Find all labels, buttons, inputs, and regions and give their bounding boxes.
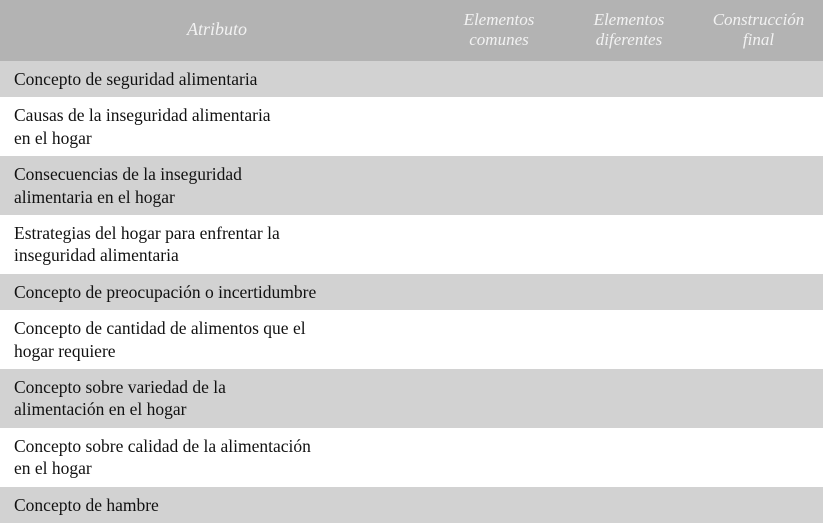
- cell-construccion-final: [694, 487, 823, 523]
- table-row: [0, 61, 823, 97]
- cell-elementos-diferentes: [564, 215, 694, 274]
- table-row: [0, 487, 823, 523]
- cell-construccion-final: [694, 428, 823, 487]
- cell-attribute: [0, 487, 434, 523]
- cell-attribute: [0, 156, 434, 215]
- column-header-elementos-diferentes: [564, 0, 694, 61]
- column-header-construccion-final-line-2: final: [742, 29, 775, 49]
- cell-elementos-comunes: [434, 310, 564, 369]
- table-row: [0, 428, 823, 487]
- column-header-elementos-comunes-line-2: comunes: [469, 29, 529, 49]
- cell-attribute-line-1: Concepto de hambre: [14, 494, 159, 515]
- cell-elementos-comunes: [434, 274, 564, 310]
- cell-attribute: [0, 274, 434, 310]
- cell-attribute-line-2: hogar requiere: [14, 340, 116, 361]
- cell-attribute: [0, 97, 434, 156]
- cell-construccion-final: [694, 156, 823, 215]
- cell-elementos-diferentes: [564, 61, 694, 97]
- cell-construccion-final: [694, 369, 823, 428]
- cell-attribute-line-2: en el hogar: [14, 458, 92, 479]
- table-row: [0, 274, 823, 310]
- cell-elementos-diferentes: [564, 274, 694, 310]
- cell-attribute-line-1: Concepto de cantidad de alimentos que el: [14, 318, 306, 339]
- table-header: [0, 0, 823, 61]
- cell-attribute: [0, 428, 434, 487]
- cell-construccion-final: [694, 97, 823, 156]
- column-header-atributo-line-1: Atributo: [186, 19, 247, 40]
- column-header-atributo: [0, 0, 434, 61]
- cell-elementos-diferentes: [564, 310, 694, 369]
- column-header-elementos-comunes-line-1: Elementos: [463, 10, 535, 29]
- cell-attribute-line-1: Consecuencias de la inseguridad: [14, 164, 242, 185]
- table-row: [0, 156, 823, 215]
- cell-construccion-final: [694, 274, 823, 310]
- cell-attribute-line-2: en el hogar: [14, 127, 92, 148]
- cell-elementos-comunes: [434, 215, 564, 274]
- column-header-elementos-diferentes-line-2: diferentes: [595, 29, 663, 49]
- cell-attribute-line-1: Causas de la inseguridad alimentaria: [14, 105, 271, 126]
- cell-construccion-final: [694, 61, 823, 97]
- table-header-row: [0, 0, 823, 61]
- cell-elementos-diferentes: [564, 428, 694, 487]
- table-row: [0, 215, 823, 274]
- cell-elementos-diferentes: [564, 97, 694, 156]
- cell-attribute-line-1: Concepto sobre calidad de la alimentación: [14, 435, 311, 456]
- column-header-construccion-final: [694, 0, 823, 61]
- cell-attribute-line-1: Concepto sobre variedad de la: [14, 377, 226, 397]
- table-row: [0, 97, 823, 156]
- cell-elementos-comunes: [434, 428, 564, 487]
- column-header-elementos-diferentes-line-1: Elementos: [593, 10, 665, 29]
- table-row: [0, 369, 823, 428]
- cell-construccion-final: [694, 310, 823, 369]
- cell-elementos-diferentes: [564, 487, 694, 523]
- cell-elementos-comunes: [434, 487, 564, 523]
- cell-attribute: [0, 310, 434, 369]
- cell-attribute-line-1: Concepto de seguridad alimentaria: [14, 69, 258, 90]
- cell-attribute: [0, 369, 434, 428]
- cell-attribute: [0, 61, 434, 97]
- cell-attribute-line-2: alimentaria en el hogar: [14, 186, 175, 207]
- cell-elementos-comunes: [434, 156, 564, 215]
- table-row: [0, 310, 823, 369]
- cell-elementos-comunes: [434, 97, 564, 156]
- cell-elementos-diferentes: [564, 156, 694, 215]
- cell-elementos-comunes: [434, 369, 564, 428]
- cell-construccion-final: [694, 215, 823, 274]
- cell-attribute: [0, 215, 434, 274]
- cell-elementos-diferentes: [564, 369, 694, 428]
- cell-attribute-line-1: Estrategias del hogar para enfrentar la: [14, 223, 280, 244]
- cell-elementos-comunes: [434, 61, 564, 97]
- column-header-elementos-comunes: [434, 0, 564, 61]
- cell-attribute-line-1: Concepto de preocupación o incertidumbre: [14, 281, 317, 302]
- cell-attribute-line-2: alimentación en el hogar: [14, 399, 187, 420]
- table-body: [0, 61, 823, 523]
- cell-attribute-line-2: inseguridad alimentaria: [14, 245, 179, 266]
- column-header-construccion-final-line-1: Construcción: [712, 10, 805, 29]
